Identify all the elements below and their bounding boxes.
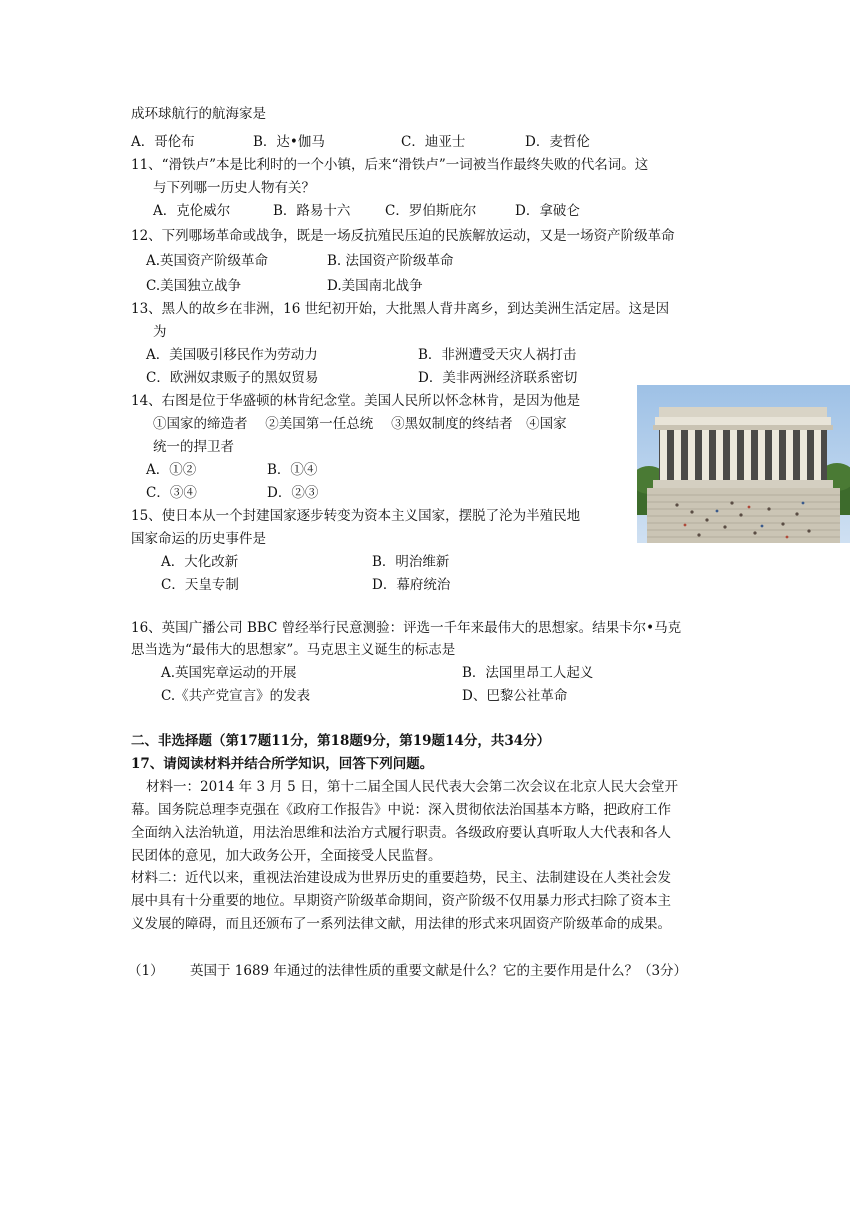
question-14-choices-line-cont: 统一的捍卫者 — [153, 439, 234, 455]
material-1-line: 民团体的意见，加大政务公开，全面接受人民监督。 — [131, 848, 442, 864]
option-d: D．美非两洲经济联系密切 — [418, 370, 578, 386]
option-c: C．天皇专制 — [161, 577, 239, 593]
option-c: C．迪亚士 — [401, 134, 466, 150]
material-2-line: 义发展的障碍，而且还颁布了一系列法律文献，用法律的形式来巩固资产阶级革命的成果。 — [131, 916, 671, 932]
option-a: A.英国资产阶级革命 — [146, 253, 269, 269]
question-13-stem: 13、黑人的故乡在非洲，16 世纪初开始，大批黑人背井离乡，到达美洲生活定居。这是因 — [131, 301, 670, 317]
lincoln-memorial-photo — [637, 385, 850, 543]
sub-question-number: （1） — [128, 963, 164, 979]
question-16-stem: 16、英国广播公司 BBC 曾经举行民意测验：评选一千年来最伟大的思想家。结果卡尔•马克 — [131, 620, 682, 636]
option-b: B．达•伽马 — [253, 134, 325, 150]
option-b: B．①④ — [267, 462, 318, 478]
material-1-line: 全面纳入法治轨道，用法治思维和法治方式履行职责。各级政府要认真听取人大代表和各人 — [131, 825, 671, 841]
sub-question-text: 英国于 1689 年通过的法律性质的重要文献是什么？它的主要作用是什么？（3分） — [190, 963, 688, 979]
option-b: B. 法国资产阶级革命 — [327, 253, 454, 269]
option-d: D.美国南北战争 — [327, 278, 423, 294]
option-b: B．非洲遭受天灾人祸打击 — [418, 347, 577, 363]
question-11-stem: 11、“滑铁卢”本是比利时的一个小镇，后来“滑铁卢”一词被当作最终失败的代名词。这 — [131, 157, 649, 173]
material-2-line: 展中具有十分重要的地位。早期资产阶级革命期间，资产阶级不仅用暴力形式扫除了资本主 — [131, 893, 671, 909]
option-b: B．路易十六 — [273, 203, 351, 219]
option-d: D、巴黎公社革命 — [462, 688, 568, 704]
material-2-line: 材料二：近代以来，重视法治建设成为世界历史的重要趋势，民主、法制建设在人类社会发 — [131, 870, 671, 886]
option-d: D．②③ — [267, 485, 319, 501]
question-14-choices-line: ①国家的缔造者 ②美国第一任总统 ③黑奴制度的终结者 ④国家 — [153, 416, 567, 432]
section-heading: 二、非选择题（第17题11分，第18题9分，第19题14分，共34分） — [131, 733, 551, 749]
question-15-stem-cont: 国家命运的历史事件是 — [131, 531, 266, 547]
option-c: C.美国独立战争 — [146, 278, 242, 294]
option-a: A.英国宪章运动的开展 — [161, 665, 297, 681]
question-17-title: 17、请阅读材料并结合所学知识，回答下列问题。 — [131, 756, 434, 772]
option-c: C．罗伯斯庇尔 — [385, 203, 477, 219]
option-a: A．大化改新 — [161, 554, 239, 570]
option-d: D．麦哲伦 — [525, 134, 590, 150]
question-10-continuation: 成环球航行的航海家是 — [131, 106, 266, 122]
question-15-stem: 15、使日本从一个封建国家逐步转变为资本主义国家，摆脱了沦为半殖民地 — [131, 508, 581, 524]
option-a: A．①② — [146, 462, 197, 478]
option-a: A．美国吸引移民作为劳动力 — [146, 347, 318, 363]
option-c: C．③④ — [146, 485, 197, 501]
material-1-line: 幕。国务院总理李克强在《政府工作报告》中说：深入贯彻依法治国基本方略，把政府工作 — [131, 802, 671, 818]
option-d: D．拿破仑 — [515, 203, 580, 219]
option-c: C．欧洲奴隶贩子的黑奴贸易 — [146, 370, 319, 386]
question-13-stem-cont: 为 — [153, 324, 167, 340]
question-12-stem: 12、下列哪场革命或战争，既是一场反抗殖民压迫的民族解放运动，又是一场资产阶级革命 — [131, 228, 675, 244]
option-c: C.《共产党宣言》的发表 — [161, 688, 311, 704]
option-d: D．幕府统治 — [372, 577, 451, 593]
option-a: A．哥伦布 — [131, 134, 195, 150]
question-11-stem-cont: 与下列哪一历史人物有关？ — [153, 180, 315, 196]
option-a: A．克伦威尔 — [153, 203, 231, 219]
option-b: B．明治维新 — [372, 554, 450, 570]
option-b: B．法国里昂工人起义 — [462, 665, 594, 681]
material-1-line: 材料一：2014 年 3 月 5 日，第十二届全国人民代表大会第二次会议在北京人民大会堂开 — [146, 779, 678, 795]
question-16-stem-cont: 思当选为“最伟大的思想家”。马克思主义诞生的标志是 — [131, 642, 456, 658]
question-14-stem: 14、右图是位于华盛顿的林肯纪念堂。美国人民所以怀念林肯，是因为他是 — [131, 393, 581, 409]
